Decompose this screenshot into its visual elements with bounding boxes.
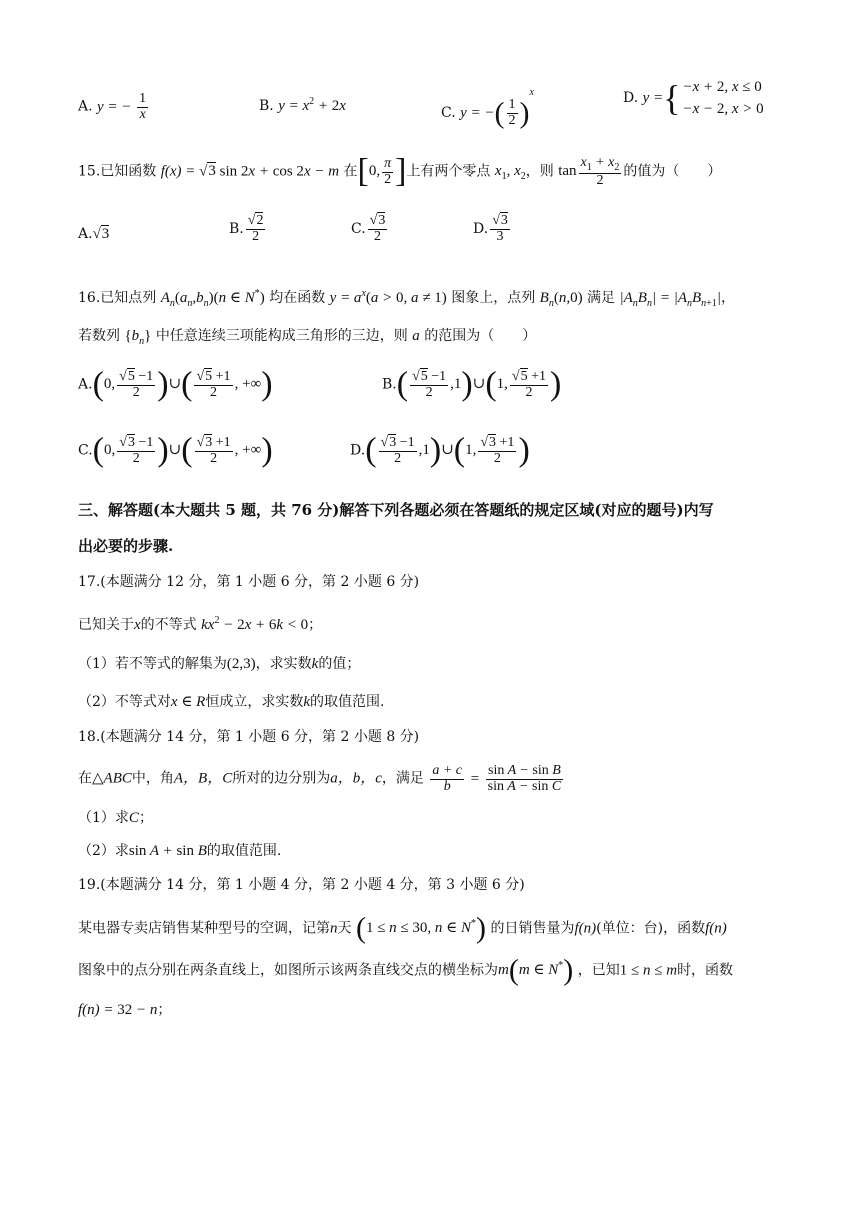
q18-part1: （1）求C； xyxy=(78,810,153,826)
q19-n-range: (1 ≤ n ≤ 30, n ∈ N*) xyxy=(355,912,487,945)
q18-expression: sin A + sin B xyxy=(128,843,207,859)
q19-fn: f(n) xyxy=(574,920,597,937)
q15-option-c: C. $\frac{√3}{2}$ xyxy=(351,213,386,244)
q16-option-c: C.(0, $\frac{√3 -1}{2}$ )∪( $\frac{√3 +1}{2}$ , +∞) xyxy=(78,432,273,469)
q16-option-a: A.(0, $\frac{√5 -1}{2}$ )∪( $\frac{√5 +1}{2}$ , +∞) xyxy=(78,366,273,403)
q16-stem-line2: 若数列 $\{b_n\}$ 中任意连续三项能构成三角形的三边，则 a 的范围为（ ） xyxy=(78,328,537,347)
q17-solution-set: (2,3) xyxy=(226,656,256,672)
q14-option-a-formula: y = − $\frac{1}{x}$ xyxy=(97,91,147,122)
q18-triangle: △ABC xyxy=(92,770,132,787)
section3-heading-line1: 三、解答题(本大题共 5 题，共 76 分)解答下列各题必须在答题纸的规定区域(对应的题号)内写 xyxy=(78,501,714,519)
q14-option-b: B. $y = x^2 + 2x$ xyxy=(259,96,346,114)
q16-bn: $\{b_n\}$ xyxy=(124,328,152,347)
q16-option-b: B.( $\frac{√5 -1}{2}$ ,1)∪(1, $\frac{√5 +1}{2}$ ) xyxy=(382,366,562,403)
q18-condition: $\frac{a + c}{b}$ = $\frac{\text{sin A − sin B}}{\text{sin A − sin C}}$ xyxy=(432,763,562,794)
q18-stem: 在△ABC中，角A，B，C所对的边分别为a，b，c，满足 $\frac{a + c}{b}$ = $\frac{\text{sin A − sin B}}{\text{sin A − sin C}}$ xyxy=(78,764,565,794)
q16-function: $y = a^x(a > 0$, a ≠ 1) xyxy=(329,288,447,306)
q14-option-a: A. y = − $\frac{1}{x}$ xyxy=(78,92,150,122)
q16-a-symbol: a xyxy=(412,328,420,344)
q16-b-sequence: $B_n(n,0)$ xyxy=(539,290,583,309)
q19-formula: f(n) = 32 − n xyxy=(78,1002,158,1018)
q18-angles: A，B，C xyxy=(173,770,233,787)
q15-option-d: D. $\frac{√3}{3}$ xyxy=(473,213,508,244)
q15-function: f(x) = √3 sin 2x + cos 2x − m xyxy=(160,163,340,180)
q19-line2: 图象中的点分别在两条直线上，如图所示该两条直线交点的横坐标为m(m ∈ N*) ，已知1 ≤ n ≤ m时，函数 xyxy=(78,954,734,987)
q17-header: 17.(本题满分 12 分，第 1 小题 6 分，第 2 小题 6 分) xyxy=(78,574,420,590)
q14-option-d-formula: y = { −x + 2, x ≤ 0 −x − 2, x > 0 xyxy=(642,78,764,118)
q15-stem: 15.已知函数 f(x) = √3 sin 2x + cos 2x − m 在[0, $\frac{\pi}{2}$ ]上有两个零点 $x_1$, $x_2$，则 tan $\frac{x_1 + x_2}{2}$ 的值为（ ） xyxy=(78,153,722,190)
section3-heading-line2: 出必要的步骤. xyxy=(78,537,174,555)
q19-m: m(m ∈ N*) xyxy=(498,954,574,987)
q16-condition: $|A_nB_n| = |A_nB_{n+1}|$ xyxy=(619,290,721,309)
q15-option-b: B. $\frac{√2}{2}$ xyxy=(229,213,264,244)
q16-stem-line1: 16.已知点列 $A_n(a_n,b_n)(n$ ∈ N*) 均在函数 $y = a^x(a > 0$, a ≠ 1) 图象上，点列 $B_n(n,0)$ 满足 $|A_nB_n| = |A_nB_{n+1}|$， xyxy=(78,288,735,309)
q19-header: 19.(本题满分 14 分，第 1 小题 4 分，第 2 小题 4 分，第 3 小题 6 分) xyxy=(78,877,525,893)
q15-zeros: $x_1$, $x_2$ xyxy=(494,163,526,183)
q17-domain: x ∈ R xyxy=(170,694,206,710)
q18-c: C xyxy=(128,810,139,826)
q14-option-d: D. y = { −x + 2, x ≤ 0 −x − 2, x > 0 xyxy=(623,78,764,118)
q17-inequality: $kx^2 - 2x + 6k < 0$ xyxy=(201,615,309,633)
q17-k2: k xyxy=(303,694,311,710)
q17-part1: （1）若不等式的解集为(2,3)，求实数k的值； xyxy=(78,656,361,672)
q17-x: x xyxy=(134,617,141,633)
q19-line3: f(n) = 32 − n； xyxy=(78,1002,172,1018)
q15-option-a: A.√3 xyxy=(78,226,110,242)
q17-stem: 已知关于x的不等式 $kx^2 - 2x + 6k < 0$； xyxy=(78,615,323,633)
q15-interval: [0, $\frac{\pi}{2}$ ] xyxy=(357,153,407,190)
q18-part2: （2）求sin A + sin B的取值范围. xyxy=(78,843,282,859)
q14-option-c-formula: y = −( $\frac{1}{2}$ )$^x$ xyxy=(460,87,534,130)
q17-part2: （2）不等式对x ∈ R恒成立，求实数k的取值范围. xyxy=(78,694,385,710)
q19-fn2: f(n) xyxy=(705,920,727,937)
q19-line1: 某电器专卖店销售某种型号的空调，记第n天 (1 ≤ n ≤ 30, n ∈ N*) 的日销售量为f(n)(单位：台)，函数f(n) xyxy=(78,912,727,945)
q18-sides: a，b，c xyxy=(330,770,382,787)
q19-range: 1 ≤ n ≤ m xyxy=(619,962,678,979)
q14-option-b-formula: $y = x^2 + 2x$ xyxy=(278,96,346,114)
q15-expression: tan $\frac{x_1 + x_2}{2}$ xyxy=(558,154,620,188)
q19-n: n xyxy=(330,920,338,937)
q16-point-sequence: $A_n(a_n,b_n)(n$ ∈ N*) xyxy=(160,288,265,309)
q18-header: 18.(本题满分 14 分，第 1 小题 6 分，第 2 小题 8 分) xyxy=(78,729,420,745)
q17-k: k xyxy=(311,656,319,672)
q16-option-d: D.( $\frac{√3 -1}{2}$ ,1)∪(1, $\frac{√3 +1}{2}$ ) xyxy=(350,432,530,469)
q14-option-c: C. y = −( $\frac{1}{2}$ )$^x$ xyxy=(441,87,534,130)
